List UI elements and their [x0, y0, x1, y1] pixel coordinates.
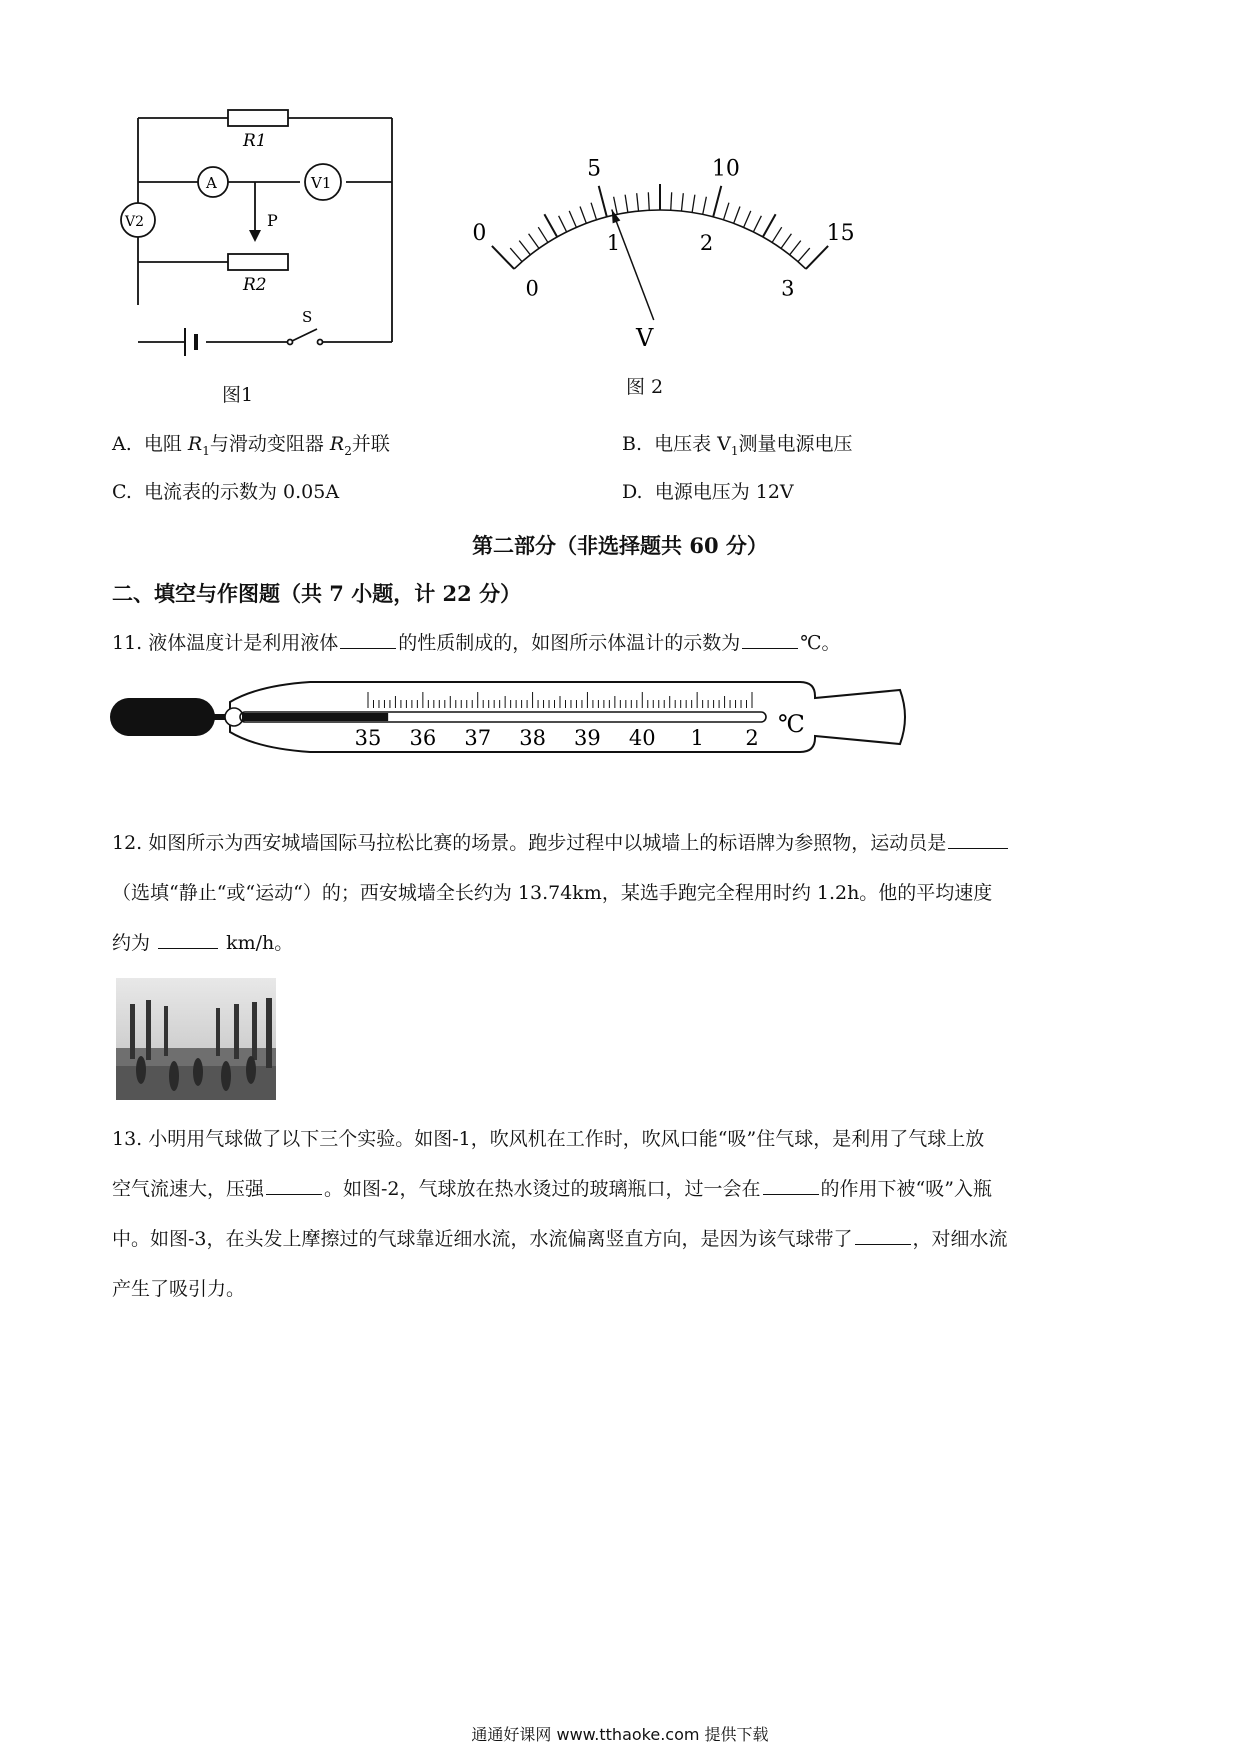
- dial-upper-label: 5: [587, 156, 602, 182]
- dial-upper-label: 15: [826, 220, 855, 246]
- dial-tick: [544, 214, 557, 237]
- dial-upper-label: 10: [711, 156, 740, 182]
- dial-lower-label: 3: [781, 276, 795, 301]
- answer-blank[interactable]: [742, 630, 798, 649]
- thermometer-label: 36: [409, 726, 437, 750]
- dial-tick: [519, 241, 530, 255]
- dial-lower-label: 2: [699, 230, 714, 255]
- label-S: S: [302, 308, 313, 326]
- thermometer-label: 2: [745, 726, 759, 750]
- circuit-diagram: [110, 100, 410, 390]
- thermometer-label: 39: [574, 726, 601, 750]
- answer-blank[interactable]: [340, 630, 396, 649]
- dial-upper-label: 0: [472, 220, 487, 246]
- thermometer-label: 1: [690, 726, 704, 750]
- dial-tick: [510, 248, 522, 262]
- label-R1: R1: [243, 131, 267, 151]
- dial-tick: [625, 195, 628, 213]
- dial-tick: [723, 203, 728, 220]
- dial-tick: [763, 214, 776, 237]
- dial-tick: [648, 192, 649, 210]
- dial-lower-label: 0: [525, 276, 539, 301]
- page-footer: 通通好课网 www.tthaoke.com 提供下载: [471, 1725, 769, 1744]
- thermometer-label: 37: [464, 726, 492, 750]
- figure2-caption: 图 2: [626, 376, 664, 398]
- dial-tick: [772, 227, 782, 242]
- answer-blank[interactable]: [266, 1176, 322, 1195]
- option-b: B. 电压表 $V_1$测量电源电压: [622, 433, 853, 458]
- dial-tick: [569, 211, 576, 228]
- dial-arc: [514, 210, 806, 269]
- figure1-caption: 图1: [222, 384, 254, 406]
- dial-tick: [559, 216, 567, 232]
- answer-blank[interactable]: [855, 1226, 911, 1245]
- label-P: P: [267, 211, 278, 230]
- dial-tick: [681, 193, 683, 211]
- part2-title: 第二部分（非选择题共 60 分）: [472, 533, 768, 558]
- thermometer-unit: ℃: [778, 710, 805, 738]
- section2-title: 二、填空与作图题（共 7 小题，计 22 分）: [112, 581, 522, 606]
- marathon-photo: [116, 978, 276, 1100]
- voltmeter-dial: [450, 150, 870, 360]
- thermometer-bulb: [110, 698, 215, 736]
- dial-tick: [538, 227, 548, 242]
- dial-tick: [744, 211, 751, 228]
- label-R2: R2: [243, 275, 267, 295]
- mercury-column: [242, 713, 388, 721]
- dial-tick: [529, 234, 539, 249]
- answer-blank[interactable]: [763, 1176, 819, 1195]
- dial-tick: [637, 193, 639, 211]
- label-V2: V2: [125, 214, 145, 230]
- thermometer-label: 40: [628, 726, 656, 750]
- dial-tick: [703, 197, 707, 215]
- option-d: D. 电源电压为 12V: [622, 481, 794, 503]
- dial-tick: [580, 206, 586, 223]
- label-A: A: [206, 174, 217, 192]
- option-c: C. 电流表的示数为 0.05A: [112, 481, 340, 503]
- dial-tick: [599, 186, 607, 217]
- option-a: A. 电阻 $R_1$与滑动变阻器 $R_2$并联: [112, 433, 390, 458]
- question-11: 11. 液体温度计是利用液体 的性质制成的，如图所示体温计的示数为 ℃。: [112, 632, 841, 654]
- thermometer-label: 35: [354, 726, 382, 750]
- dial-tick: [692, 195, 695, 213]
- dial-lower-label: 1: [606, 230, 621, 255]
- dial-needle: [612, 209, 654, 320]
- answer-blank[interactable]: [948, 830, 1008, 849]
- dial-tick: [713, 186, 721, 217]
- thermometer-label: 38: [519, 726, 546, 750]
- dial-unit: V: [636, 324, 654, 352]
- dial-tick: [671, 192, 672, 210]
- dial-tick: [798, 248, 810, 262]
- dial-tick: [790, 241, 801, 255]
- dial-tick: [781, 234, 791, 249]
- answer-blank[interactable]: [158, 930, 218, 949]
- question-13: 13. 小明用气球做了以下三个实验。如图-1，吹风机在工作时，吹风口能“吸”住气球，是利用了气球上放 空气流速大，压强 。如图-2，气球放在热水烫过的玻璃瓶口，过一会在 的作用下被“吸”入瓶 中。如图-3，在头发上摩擦过的气球靠近细水流，水流偏离竖直方向，是因为该气球带了 ，对细水流 产生了吸引力。: [112, 1128, 1008, 1300]
- dial-tick: [591, 203, 596, 220]
- dial-tick: [753, 216, 761, 232]
- dial-tick: [614, 197, 618, 215]
- thermometer: [110, 672, 910, 762]
- label-V1: V1: [311, 174, 332, 192]
- dial-tick: [734, 206, 740, 223]
- question-12: 12. 如图所示为西安城墙国际马拉松比赛的场景。跑步过程中以城墙上的标语牌为参照物，运动员是 （选填“静止“或“运动“）的；西安城墙全长约为 13.74km，某选手跑完全程用时约 1.2h。他的平均速度 约为 km/h。: [112, 818, 1132, 968]
